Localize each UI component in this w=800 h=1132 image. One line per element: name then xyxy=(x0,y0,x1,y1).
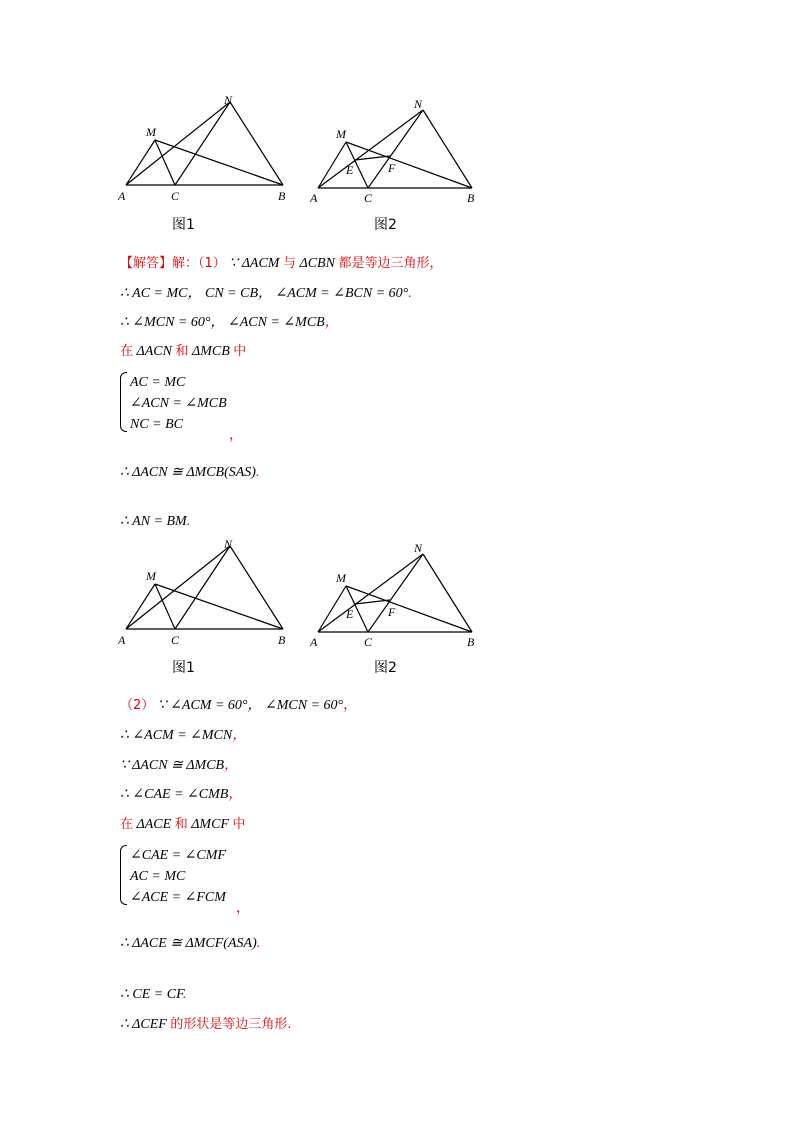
part2-line3: ∵ ΔACN ≅ ΔMCB， xyxy=(120,758,239,773)
part2-line2: ∴ ∠ACM = ∠MCN， xyxy=(120,728,247,743)
part2-line4: ∴ ∠CAE = ∠CMB， xyxy=(120,787,243,802)
system-row: AC = MC xyxy=(130,375,186,390)
part2-result: ∴ CE = CF. xyxy=(120,987,187,1002)
label-B: B xyxy=(278,633,286,647)
part1-heading: 【解答】解：（1） ∵ ΔACM 与 ΔCBN 都是等边三角形， xyxy=(120,256,443,271)
label-B: B xyxy=(278,189,286,203)
label-A: A xyxy=(118,633,126,647)
left-brace xyxy=(120,845,127,905)
system-row: NC = BC xyxy=(130,417,184,432)
label-A: A xyxy=(310,635,318,649)
label-N: N xyxy=(224,93,233,107)
part1-line3: ∴ ∠MCN = 60°， ∠ACN = ∠MCB， xyxy=(120,315,339,330)
part1-in-triangles: 在 ΔACN 和 ΔMCB 中 xyxy=(120,344,247,359)
part2-final: ∴ ΔCEF 的形状是等边三角形. xyxy=(120,1017,292,1032)
label-A: A xyxy=(118,189,126,203)
part1-line2: ∴ AC = MC， CN = CB， ∠ACM = ∠BCN = 60°. xyxy=(120,286,412,301)
label-M: M xyxy=(336,127,346,141)
label-M: M xyxy=(146,125,156,139)
label-A: A xyxy=(310,191,318,205)
part2-in-triangles: 在 ΔACE 和 ΔMCF 中 xyxy=(120,817,246,832)
figure-2-bottom xyxy=(310,540,485,675)
label-E: E xyxy=(346,163,354,177)
figure-2-caption: 图2 xyxy=(374,660,397,676)
label-N: N xyxy=(414,97,423,111)
part1-congruent: ∴ ΔACN ≅ ΔMCB(SAS). xyxy=(120,465,260,480)
label-E: E xyxy=(346,607,354,621)
system-row: ∠CAE = ∠CMF xyxy=(130,848,226,863)
label-C: C xyxy=(364,191,373,205)
figure-1-caption: 图1 xyxy=(172,217,195,233)
label-F: F xyxy=(388,161,396,175)
figure-2-caption: 图2 xyxy=(374,217,397,233)
label-B: B xyxy=(467,191,475,205)
label-M: M xyxy=(336,571,346,585)
label-F: F xyxy=(388,605,396,619)
label-C: C xyxy=(364,635,373,649)
label-B: B xyxy=(467,635,475,649)
figure-1-top xyxy=(118,92,303,227)
system-end-punct: ， xyxy=(236,901,250,916)
part2-heading: （2） ∵ ∠ACM = 60°， ∠MCN = 60°， xyxy=(120,698,358,713)
label-M: M xyxy=(146,569,156,583)
figure-1-caption: 图1 xyxy=(172,660,195,676)
system-row: ∠ACN = ∠MCB xyxy=(130,396,227,411)
figure-1-bottom xyxy=(118,536,303,671)
system-end-punct: ， xyxy=(229,428,243,443)
figure-2-top xyxy=(310,96,485,231)
part2-congruent: ∴ ΔACE ≅ ΔMCF(ASA). xyxy=(120,936,261,951)
system-row: AC = MC xyxy=(130,869,186,884)
part1-result: ∴ AN = BM. xyxy=(120,514,191,529)
label-N: N xyxy=(414,541,423,555)
label-C: C xyxy=(171,633,180,647)
label-C: C xyxy=(171,189,180,203)
label-N: N xyxy=(224,537,233,551)
system-row: ∠ACE = ∠FCM xyxy=(130,890,226,905)
left-brace xyxy=(120,372,127,432)
answer-label: 【解答】解：（1） xyxy=(120,256,226,271)
